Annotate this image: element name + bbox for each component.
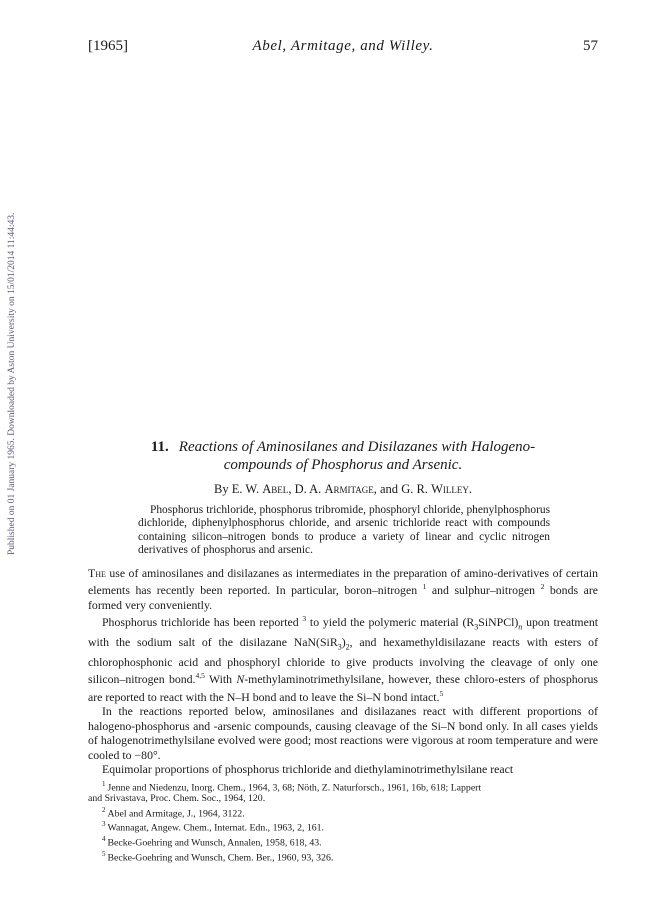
- text-run: -methylaminotrimethylsilane, however, these chloro-esters of phosphorus are reported to react with the N–H bond and to leave the Si–N bond intact.: [88, 672, 598, 704]
- author-initials: D. A.: [294, 482, 322, 496]
- download-notice: Published on 01 January 1965. Downloaded by Aston University on 15/01/2014 11:44:43.: [7, 212, 17, 555]
- body-text: [88, 566, 598, 777]
- text-run: to yield the polymeric material (R: [306, 614, 475, 629]
- paragraph-1: [88, 566, 598, 612]
- footnote-text: Becke-Goehring and Wunsch, Annalen, 1958, 618, 43.: [107, 837, 322, 849]
- and-label: and: [380, 482, 399, 496]
- abstract-text: Phosphorus trichloride, phosphorus tribromide, phosphoryl chloride, phenylphosphorus dichloride, diphenylphosphorus chloride, and arsenic trichloride react with compounds containing silicon–nitrogen bonds to produce a variety of linear and cyclic nitrogen derivatives of phosphorus and arsenic.: [138, 504, 550, 557]
- footnote-text: Wannagat, Angew. Chem., Internat. Edn., 1963, 2, 161.: [107, 822, 325, 834]
- reference-marker: 3: [302, 614, 307, 624]
- footnote-text: and Srivastava, Proc. Chem. Soc., 1964, 120.: [88, 793, 266, 805]
- footnote-text: Abel and Armitage, J., 1964, 3122.: [107, 807, 245, 819]
- title-line-1: Reactions of Aminosilanes and Disilazanes with Halogeno-: [178, 439, 536, 455]
- subscript: 2: [345, 642, 350, 652]
- author-initials: E. W.: [231, 482, 260, 496]
- reference-marker: 5: [439, 688, 444, 698]
- text-run: upon treatment with the sodium salt of the disilazane NaN(SiR: [88, 614, 598, 649]
- text-run: SiNPCl): [478, 614, 519, 629]
- footnote-marker: 5: [102, 849, 106, 858]
- footnotes: [88, 779, 598, 864]
- reference-marker: 2: [540, 582, 545, 592]
- author-name: Armitage: [324, 482, 374, 496]
- footnote: [88, 793, 598, 804]
- abstract: [138, 504, 550, 558]
- by-label: By: [214, 482, 229, 496]
- text-run: Phosphorus trichloride has been reported: [102, 614, 303, 629]
- paragraph-4: Equimolar proportions of phosphorus trichloride and diethylaminotrimethylsilane react: [102, 762, 514, 777]
- paragraph-2: [88, 612, 598, 704]
- article: [88, 438, 598, 863]
- paragraph-3: In the reactions reported below, aminosilanes and disilazanes react with different proportions of halogeno-phosphorus and -arsenic compounds, causing cleavage of the Si–N bond only. In all cases yields of halogenotrimethylsilane evolved were good; most reactions were vigorous at room temperature and were cooled to −80°.: [88, 704, 598, 762]
- running-header: [88, 38, 598, 58]
- subscript: n: [518, 622, 523, 632]
- footnote: [88, 819, 598, 834]
- author-name: Willey: [431, 482, 469, 496]
- text-run: ): [341, 634, 346, 649]
- text-run: use of aminosilanes and disilazanes as intermediates in the preparation of amino-derivatives of certain elements has recently been reported. In particular, boron–nitrogen: [88, 565, 598, 598]
- footnote-marker: 4: [102, 834, 106, 843]
- footnote: [88, 779, 598, 794]
- author-initials: G. R.: [401, 482, 428, 496]
- author-name: Abel: [262, 482, 289, 496]
- italic-symbol: N: [236, 672, 245, 687]
- lead-word: The: [88, 565, 106, 580]
- article-number: 11.: [150, 439, 169, 455]
- author-line: By E. W. Abel, D. A. Armitage, and G. R. Willey.: [214, 482, 472, 496]
- footnote: [88, 834, 598, 849]
- footnote-text: Becke-Goehring and Wunsch, Chem. Ber., 1960, 93, 326.: [107, 851, 334, 863]
- footnote-marker: 2: [102, 805, 106, 814]
- article-title: [88, 438, 598, 474]
- text-run: With: [204, 672, 237, 687]
- text-run: bonds are formed very conveniently.: [88, 583, 599, 612]
- subscript: 3: [337, 642, 342, 652]
- page-number: 57: [583, 38, 598, 54]
- footnote-text: Jenne and Niedenzu, Inorg. Chem., 1964, 3, 68; Nöth, Z. Naturforsch., 1961, 16b, 618; Lappert: [107, 781, 482, 793]
- footnote-marker: 1: [102, 779, 106, 788]
- text-run: and sulphur–nitrogen: [426, 583, 541, 598]
- footnote: [88, 805, 598, 820]
- reference-marker: 4,5: [195, 671, 205, 681]
- footnote-marker: 3: [102, 820, 106, 829]
- reference-marker: 1: [422, 582, 427, 592]
- title-line-2: compounds of Phosphorus and Arsenic.: [223, 457, 463, 473]
- footnote: [88, 849, 598, 864]
- text-run: , and hexamethyldisilazane reacts with esters of chlorophosphonic acid and phosphoryl chloride to give products involving the cleavage of only one silicon–nitrogen bond.: [88, 634, 598, 687]
- subscript: 3: [474, 622, 479, 632]
- journal-year: [1965]: [88, 38, 128, 54]
- running-title: Abel, Armitage, and Willey.: [252, 38, 434, 54]
